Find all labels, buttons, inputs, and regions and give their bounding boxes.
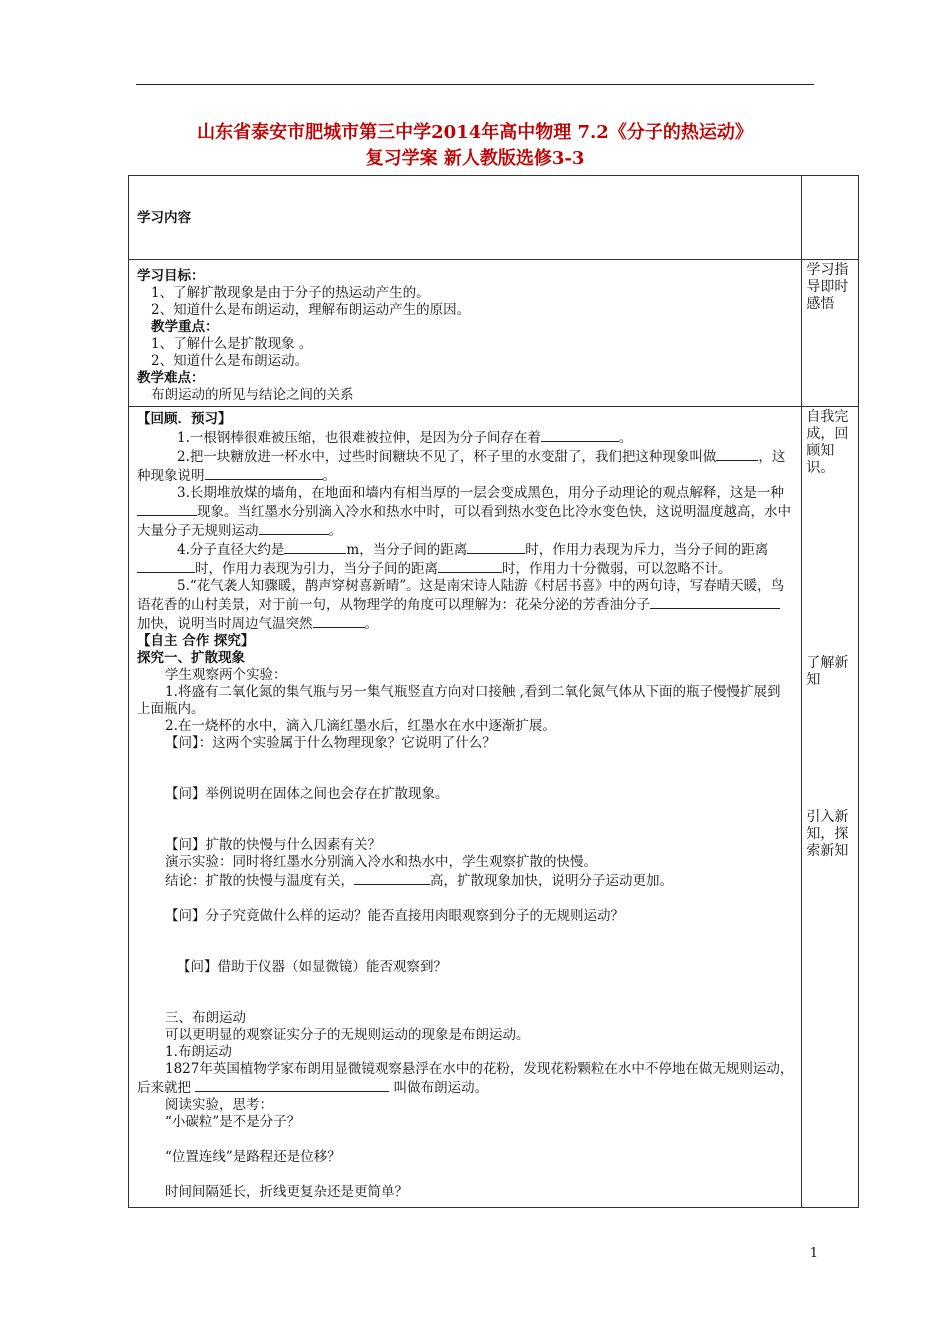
experiment-2: 2.在一烧杯的水中，滴入几滴红墨水后，红墨水在水中逐渐扩展。 (165, 718, 556, 734)
side-note-self: 自我完成，回顾知识。 (806, 409, 849, 476)
explore-heading: 【自主 合作 探究】 (137, 633, 255, 649)
review-q4: 4.分子直径大约是 m，当分子间的距离 时，作用力表现为斥力，当分子间的距离时，作用力表现为引力，当分子间的距离 时，作用力十分微弱，可以忽略不计。 (137, 540, 793, 578)
blank[interactable] (541, 428, 619, 442)
side-note-explore: 引入新知，探索新知 (806, 809, 849, 859)
document-title (120, 120, 830, 172)
difficulty-heading: 教学难点： (137, 370, 205, 386)
section-brownian: 三、布朗运动 (165, 1010, 246, 1026)
blank[interactable] (467, 540, 525, 554)
blank[interactable] (354, 871, 430, 885)
demo-text: 演示实验：同时将红墨水分别滴入冷水和热水中，学生观察扩散的快慢。 (165, 854, 597, 870)
title-line-2: 复习学案 新人教版选修3-3 (365, 148, 585, 169)
key-points-heading: 教学重点： (151, 319, 219, 335)
blank[interactable] (438, 559, 502, 573)
question-3: 【问】扩散的快慢与什么因素有关？ (165, 837, 381, 853)
blank[interactable] (313, 614, 365, 628)
think-2: “位置连线”是路程还是位移？ (165, 1149, 341, 1165)
review-q5: 5.“花气袭人知骤暖，鹊声穿树喜新晴”。这是南宋诗人陆游《村居书喜》中的两句诗，写春晴天暖，鸟语花香的山村美景，对于前一句，从物理学的角度可以理解为：花朵分泌的芳香油分子加快，说明当时周边气温突然 。 (137, 578, 785, 632)
blank[interactable] (650, 595, 780, 609)
blank[interactable] (284, 540, 346, 554)
reading-prompt: 阅读实验，思考： (165, 1097, 273, 1113)
lesson-table (128, 175, 859, 1208)
blank[interactable] (205, 466, 323, 480)
title-line-1: 山东省泰安市肥城市第三中学2014年高中物理 7.2《分子的热运动》 (197, 122, 753, 143)
review-q3: 3.长期堆放煤的墙角，在地面和墙内有相当厚的一层会变成黑色，用分子动理论的观点解释，这是一种现象。当红墨水分别滴入冷水和热水中时，可以看到热水变色比冷水变色快，这说明温度越高，水中大量分子无规则运动 。 (137, 485, 791, 539)
brownian-intro: 可以更明显的观察证实分子的无规则运动的现象是布朗运动。 (165, 1027, 530, 1043)
experiment-1: 1.将盛有二氧化氮的集气瓶与另一集气瓶竖直方向对口接触 ,看到二氧化氮气体从下面的瓶子慢慢扩展到上面瓶内。 (137, 684, 781, 717)
study-content-label: 学习内容 (137, 210, 191, 226)
review-heading: 【回顾．预习】 (137, 411, 232, 427)
header-row (129, 176, 859, 260)
goal-item: 2、知道什么是布朗运动，理解布朗运动产生的原因。 (151, 302, 471, 318)
difficulty-text: 布朗运动的所见与结论之间的关系 (151, 387, 354, 403)
question-5: 【问】借助于仪器（如显微镜）能否观察到？ (177, 959, 447, 975)
think-1: “小碳粒”是不是分子？ (165, 1114, 301, 1130)
question-2: 【问】举例说明在固体之间也会存在扩散现象。 (165, 786, 449, 802)
key-point-item: 1、了解什么是扩散现象 。 (151, 336, 313, 352)
blank[interactable] (716, 447, 758, 461)
content-row (129, 407, 859, 1208)
observe-intro: 学生观察两个实验： (165, 667, 287, 683)
brownian-history: 1827年英国植物学家布朗用显微镜观察悬浮在水中的花粉，发现花粉颗粒在水中不停地在做无规则运动，后来就把 叫做布朗运动。 (137, 1061, 794, 1096)
brownian-sub-1: 1.布朗运动 (165, 1044, 232, 1060)
side-note-guidance: 学习指导即时感悟 (806, 262, 849, 312)
think-3: 时间间隔延长，折线更复杂还是更简单？ (165, 1184, 408, 1200)
question-4: 【问】分子究竟做什么样的运动？能否直接用肉眼观察到分子的无规则运动？ (165, 908, 624, 924)
key-point-item: 2、知道什么是布朗运动。 (151, 353, 309, 369)
blank[interactable] (195, 1078, 389, 1092)
blank[interactable] (137, 502, 197, 516)
review-q1: 1.一根钢棒很难被压缩，也很难被拉伸，是因为分子间存在着 。 (177, 430, 633, 446)
goals-heading: 学习目标： (137, 268, 205, 284)
blank[interactable] (259, 521, 329, 535)
page-number: 1 (809, 1246, 818, 1261)
explore-section-1: 探究一、扩散现象 (137, 650, 245, 666)
goal-item: 1、了解扩散现象是由于分子的热运动产生的。 (151, 285, 430, 301)
header-rule (136, 84, 814, 85)
side-note-new: 了解新知 (806, 655, 849, 688)
review-q2: 2.把一块糖放进一杯水中，过些时间糖块不见了，杯子里的水变甜了，我们把这种现象叫做 ，这种现象说明 。 (137, 449, 786, 484)
conclusion-text: 结论：扩散的快慢与温度有关， 高，扩散现象加快，说明分子运动更加。 (165, 873, 673, 889)
blank[interactable] (137, 559, 195, 573)
goals-row (129, 260, 859, 407)
question-1: 【问】：这两个实验属于什么物理现象？它说明了什么？ (165, 735, 496, 751)
